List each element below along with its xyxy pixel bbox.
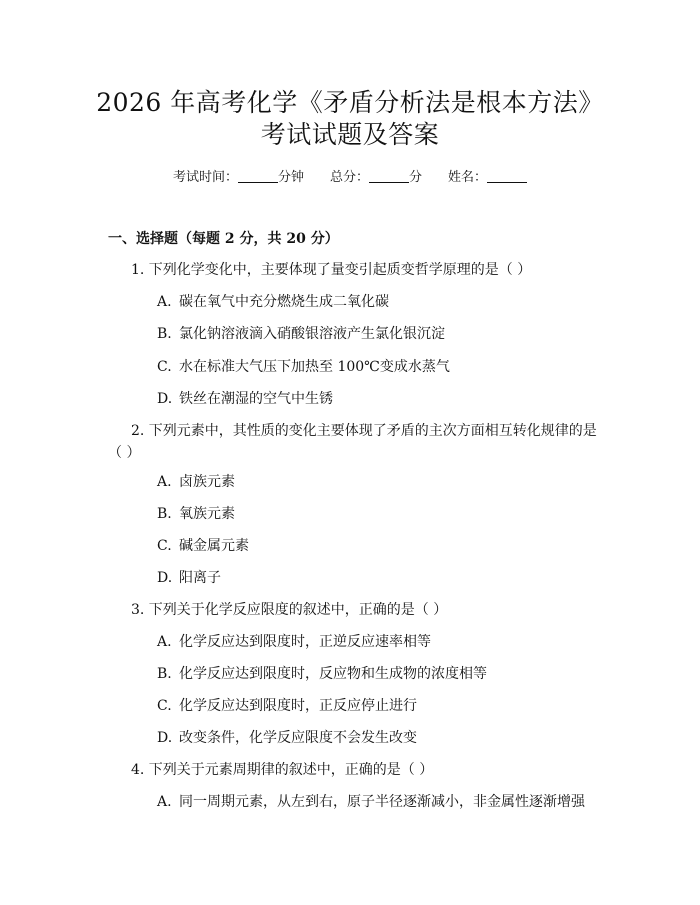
exam-title-line2: 考试试题及答案	[260, 120, 440, 149]
option-text: 同一周期元素，从左到右，原子半径逐渐减小，非金属性逐渐增强	[179, 794, 585, 810]
question-3-option-c	[157, 695, 417, 717]
option-letter: A.	[157, 294, 172, 310]
option-text: 铁丝在潮湿的空气中生锈	[179, 391, 333, 407]
question-3-stem: 3. 下列关于化学反应限度的叙述中，正确的是（ ）	[131, 602, 448, 618]
question-1-stem: 1. 下列化学变化中，主要体现了量变引起质变哲学原理的是（ ）	[131, 262, 532, 278]
question-4-option-a	[157, 791, 585, 813]
option-letter: B.	[157, 506, 172, 522]
option-text: 改变条件，化学反应限度不会发生改变	[179, 730, 417, 746]
exam-title-line1: 2026 年高考化学《矛盾分析法是根本方法》	[96, 88, 604, 117]
option-text: 阳离子	[179, 570, 221, 586]
time-blank	[238, 168, 278, 183]
section-heading: 一、选择题（每题 2 分，共 20 分）	[108, 231, 339, 247]
option-letter: A.	[157, 794, 172, 810]
option-text: 卤族元素	[179, 474, 235, 490]
option-letter: A.	[157, 474, 172, 490]
name-blank	[487, 168, 527, 183]
score-unit: 分	[409, 170, 423, 185]
question-1-option-a	[157, 291, 389, 313]
option-letter: B.	[157, 326, 172, 342]
option-letter: B.	[157, 666, 172, 682]
option-text: 水在标准大气压下加热至 100℃变成水蒸气	[179, 359, 450, 375]
option-text: 碱金属元素	[179, 538, 249, 554]
name-label: 姓名：	[448, 170, 488, 185]
option-letter: D.	[157, 570, 173, 586]
option-text: 化学反应达到限度时，反应物和生成物的浓度相等	[179, 666, 487, 682]
time-unit: 分钟	[277, 170, 304, 185]
question-2-stem: 2. 下列元素中，其性质的变化主要体现了矛盾的主次方面相互转化规律的是（ ）	[108, 423, 597, 461]
question-2-option-c	[157, 535, 249, 557]
question-2-option-d	[157, 567, 221, 589]
question-2-option-a	[157, 471, 235, 493]
question-3-option-d	[157, 727, 417, 749]
option-text: 化学反应达到限度时，正逆反应速率相等	[179, 634, 431, 650]
question-3-option-a	[157, 631, 431, 653]
exam-meta	[0, 168, 700, 188]
question-1-option-d	[157, 388, 333, 410]
time-label: 考试时间：	[172, 170, 238, 185]
question-1-option-c	[157, 356, 450, 378]
option-text: 氧族元素	[179, 506, 235, 522]
question-2-option-b	[157, 503, 235, 525]
score-blank	[369, 168, 409, 183]
score-label: 总分：	[329, 170, 369, 185]
option-letter: D.	[157, 391, 173, 407]
question-4-stem: 4. 下列关于元素周期律的叙述中，正确的是（ ）	[131, 762, 434, 778]
option-letter: A.	[157, 634, 172, 650]
option-letter: C.	[157, 359, 172, 375]
question-3-option-b	[157, 663, 487, 685]
option-letter: C.	[157, 538, 172, 554]
option-text: 化学反应达到限度时，正反应停止进行	[179, 698, 417, 714]
option-text: 碳在氧气中充分燃烧生成二氧化碳	[179, 294, 389, 310]
option-text: 氯化钠溶液滴入硝酸银溶液产生氯化银沉淀	[179, 326, 445, 342]
question-1-option-b	[157, 323, 445, 345]
option-letter: D.	[157, 730, 173, 746]
option-letter: C.	[157, 698, 172, 714]
